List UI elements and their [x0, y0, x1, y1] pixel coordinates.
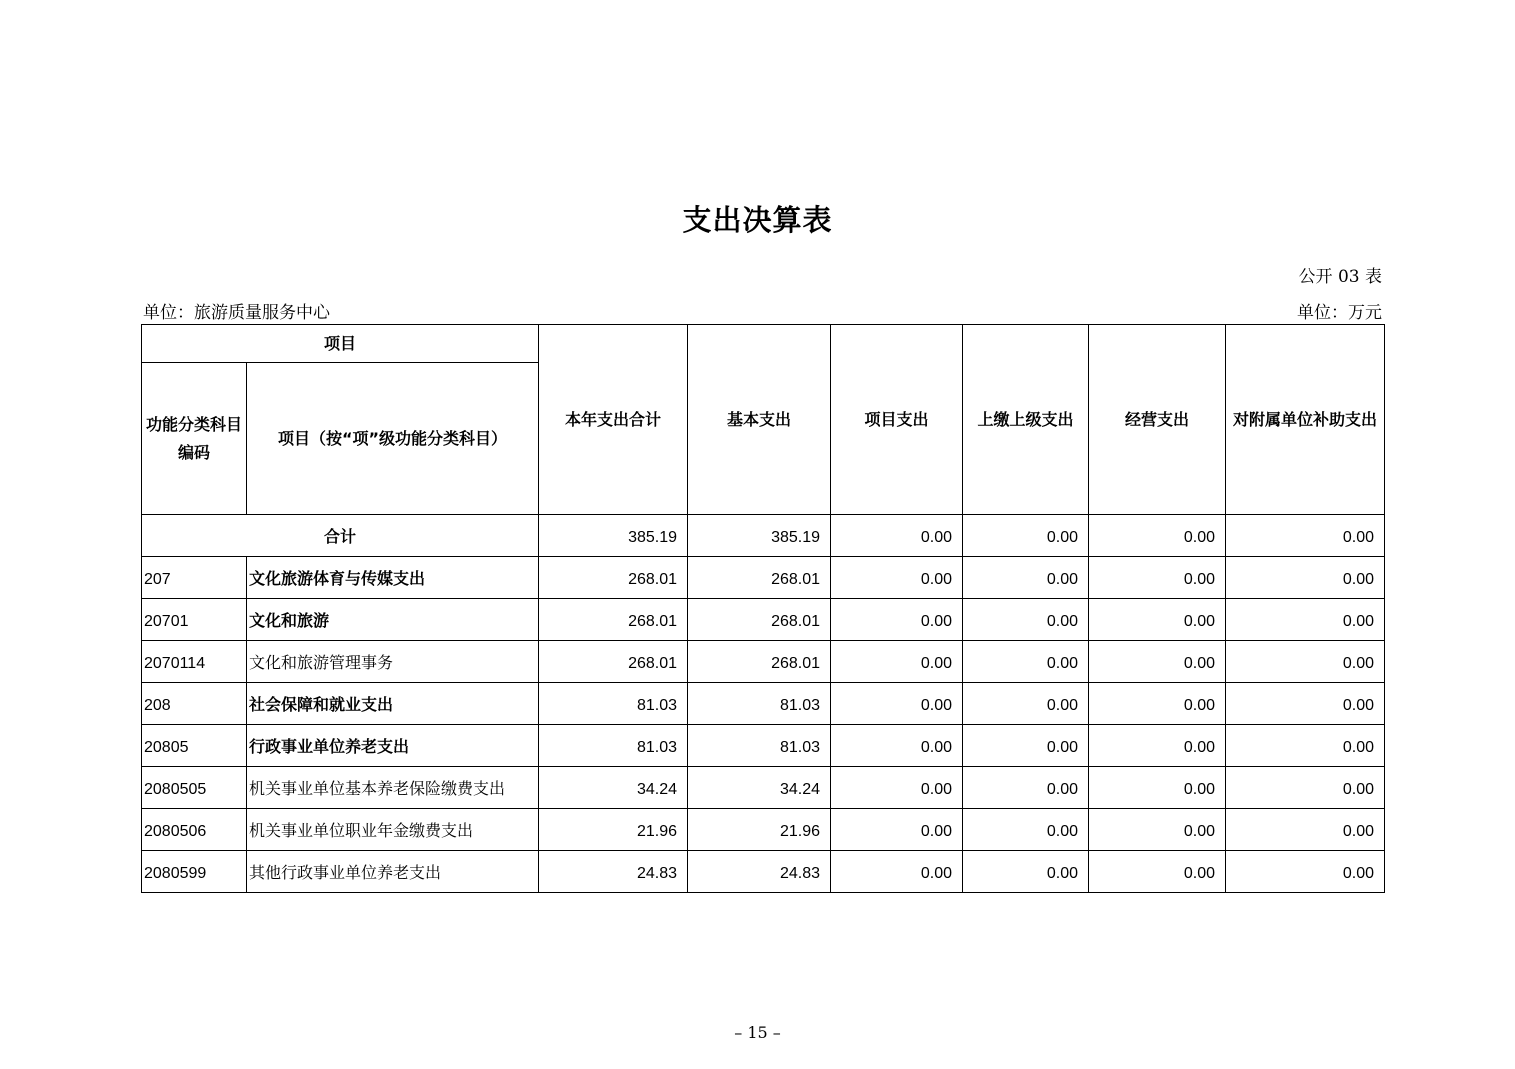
row-project: 0.00	[831, 599, 963, 641]
row-total: 21.96	[539, 809, 688, 851]
row-business: 0.00	[1089, 851, 1226, 893]
table-row	[142, 641, 1385, 683]
row-project: 0.00	[831, 557, 963, 599]
unit-organization: 单位：旅游质量服务中心	[143, 303, 330, 323]
table-row	[142, 725, 1385, 767]
page-number: – 15 –	[734, 1023, 781, 1042]
row-upper: 0.00	[963, 851, 1089, 893]
row-subsidy: 0.00	[1226, 683, 1385, 725]
row-business: 0.00	[1089, 809, 1226, 851]
row-business: 0.00	[1089, 641, 1226, 683]
total-sum: 385.19	[539, 515, 688, 557]
row-upper: 0.00	[963, 599, 1089, 641]
row-upper: 0.00	[963, 683, 1089, 725]
row-name: 其他行政事业单位养老支出	[247, 851, 539, 893]
row-code: 2080599	[142, 851, 247, 893]
row-business: 0.00	[1089, 767, 1226, 809]
table-row	[142, 683, 1385, 725]
row-total: 268.01	[539, 641, 688, 683]
row-basic: 34.24	[688, 767, 831, 809]
row-business: 0.00	[1089, 599, 1226, 641]
row-code: 208	[142, 683, 247, 725]
total-upper: 0.00	[963, 515, 1089, 557]
row-upper: 0.00	[963, 809, 1089, 851]
row-name: 文化旅游体育与传媒支出	[247, 557, 539, 599]
row-code: 20805	[142, 725, 247, 767]
table-row	[142, 767, 1385, 809]
header-basic: 基本支出	[688, 325, 831, 515]
table-row	[142, 557, 1385, 599]
total-subsidy: 0.00	[1226, 515, 1385, 557]
row-name: 社会保障和就业支出	[247, 683, 539, 725]
row-basic: 21.96	[688, 809, 831, 851]
row-subsidy: 0.00	[1226, 851, 1385, 893]
total-project: 0.00	[831, 515, 963, 557]
table-row	[142, 809, 1385, 851]
row-total: 268.01	[539, 599, 688, 641]
total-basic: 385.19	[688, 515, 831, 557]
header-business: 经营支出	[1089, 325, 1226, 515]
table-row	[142, 599, 1385, 641]
row-basic: 24.83	[688, 851, 831, 893]
row-project: 0.00	[831, 683, 963, 725]
page-title: 支出决算表	[682, 203, 833, 237]
header-subsidy: 对附属单位补助支出	[1226, 325, 1385, 515]
row-project: 0.00	[831, 641, 963, 683]
row-basic: 81.03	[688, 725, 831, 767]
row-total: 81.03	[539, 725, 688, 767]
row-business: 0.00	[1089, 683, 1226, 725]
row-subsidy: 0.00	[1226, 599, 1385, 641]
row-upper: 0.00	[963, 641, 1089, 683]
row-name: 机关事业单位基本养老保险缴费支出	[247, 767, 539, 809]
row-total: 24.83	[539, 851, 688, 893]
row-subsidy: 0.00	[1226, 557, 1385, 599]
row-total: 268.01	[539, 557, 688, 599]
table-row	[142, 851, 1385, 893]
unit-currency: 单位：万元	[1297, 303, 1382, 323]
row-name: 机关事业单位职业年金缴费支出	[247, 809, 539, 851]
row-code: 2080506	[142, 809, 247, 851]
form-number: 公开 03 表	[1298, 267, 1382, 287]
header-total: 本年支出合计	[539, 325, 688, 515]
row-code: 20701	[142, 599, 247, 641]
row-subsidy: 0.00	[1226, 641, 1385, 683]
row-project: 0.00	[831, 851, 963, 893]
row-project: 0.00	[831, 725, 963, 767]
row-basic: 268.01	[688, 599, 831, 641]
total-row	[142, 515, 1385, 557]
row-total: 34.24	[539, 767, 688, 809]
header-item: 项目（按“项”级功能分类科目）	[247, 363, 539, 515]
row-upper: 0.00	[963, 557, 1089, 599]
total-business: 0.00	[1089, 515, 1226, 557]
row-name: 文化和旅游管理事务	[247, 641, 539, 683]
row-upper: 0.00	[963, 725, 1089, 767]
header-code: 功能分类科目编码	[142, 363, 247, 515]
row-name: 文化和旅游	[247, 599, 539, 641]
total-label: 合计	[142, 515, 539, 557]
row-subsidy: 0.00	[1226, 809, 1385, 851]
header-project: 项目支出	[831, 325, 963, 515]
row-name: 行政事业单位养老支出	[247, 725, 539, 767]
row-business: 0.00	[1089, 725, 1226, 767]
row-basic: 81.03	[688, 683, 831, 725]
row-code: 2080505	[142, 767, 247, 809]
row-total: 81.03	[539, 683, 688, 725]
row-basic: 268.01	[688, 557, 831, 599]
expenditure-table	[141, 324, 1385, 893]
row-basic: 268.01	[688, 641, 831, 683]
row-subsidy: 0.00	[1226, 725, 1385, 767]
header-group-item: 项目	[142, 325, 539, 363]
row-project: 0.00	[831, 809, 963, 851]
row-code: 2070114	[142, 641, 247, 683]
row-business: 0.00	[1089, 557, 1226, 599]
row-code: 207	[142, 557, 247, 599]
row-project: 0.00	[831, 767, 963, 809]
row-upper: 0.00	[963, 767, 1089, 809]
header-upper: 上缴上级支出	[963, 325, 1089, 515]
row-subsidy: 0.00	[1226, 767, 1385, 809]
